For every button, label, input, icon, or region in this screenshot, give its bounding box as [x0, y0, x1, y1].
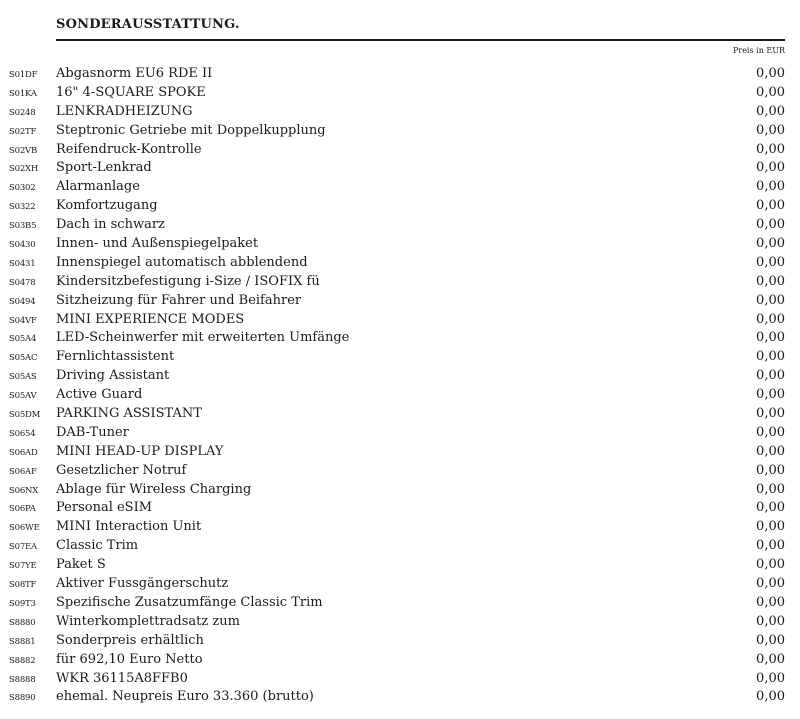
option-price: 0,00 [756, 632, 785, 648]
option-code: S0494 [9, 296, 36, 307]
option-description: Winterkomplettradsatz zum [56, 613, 240, 629]
equipment-row [0, 65, 800, 84]
option-price: 0,00 [756, 462, 785, 478]
equipment-row [0, 688, 800, 707]
option-description: PARKING ASSISTANT [56, 406, 202, 422]
option-price: 0,00 [756, 576, 785, 592]
option-code: S0430 [9, 240, 36, 251]
option-code: S05DM [9, 410, 41, 421]
option-description: LENKRADHEIZUNG [56, 103, 193, 119]
option-code: S0431 [9, 258, 36, 269]
option-description: Gesetzlicher Notruf [56, 462, 187, 478]
equipment-row [0, 424, 800, 443]
equipment-row [0, 670, 800, 689]
equipment-row [0, 311, 800, 330]
equipment-row [0, 292, 800, 311]
option-code: S8881 [9, 636, 36, 647]
option-price: 0,00 [756, 594, 785, 610]
equipment-row [0, 613, 800, 632]
option-price: 0,00 [756, 103, 785, 119]
equipment-row [0, 518, 800, 537]
option-price: 0,00 [756, 311, 785, 327]
option-price: 0,00 [756, 387, 785, 403]
option-price: 0,00 [756, 349, 785, 365]
equipment-row [0, 462, 800, 481]
option-description: Alarmanlage [56, 179, 140, 195]
option-description: Aktiver Fussgängerschutz [56, 576, 229, 592]
option-description: WKR 36115A8FFB0 [56, 670, 188, 686]
equipment-list [0, 65, 800, 707]
equipment-row [0, 386, 800, 405]
option-description: MINI Interaction Unit [56, 519, 202, 535]
option-price: 0,00 [756, 368, 785, 384]
equipment-row [0, 594, 800, 613]
option-code: S8888 [9, 674, 36, 685]
option-code: S06PA [9, 504, 36, 515]
option-description: Paket S [56, 557, 106, 573]
option-code: S05AV [9, 391, 37, 402]
equipment-row [0, 122, 800, 141]
equipment-row [0, 235, 800, 254]
option-price: 0,00 [756, 236, 785, 252]
option-code: S01DF [9, 70, 38, 80]
equipment-row [0, 575, 800, 594]
option-code: S03B5 [9, 221, 37, 232]
option-code: S07EA [9, 542, 37, 553]
option-code: S05A4 [9, 334, 37, 345]
equipment-row [0, 537, 800, 556]
option-price: 0,00 [756, 424, 785, 440]
option-code: S08TF [9, 580, 37, 591]
option-code: S07YE [9, 561, 37, 572]
option-description: Innen- und Außenspiegelpaket [56, 236, 259, 252]
equipment-row [0, 254, 800, 273]
option-code: S8882 [9, 655, 36, 666]
option-description: Kindersitzbefestigung i-Size / ISOFIX fü [56, 273, 320, 289]
option-price: 0,00 [756, 330, 785, 346]
option-code: S06AF [9, 466, 37, 477]
option-code: S04VF [9, 315, 37, 326]
option-description: Innenspiegel automatisch abblendend [56, 254, 308, 270]
equipment-row [0, 405, 800, 424]
option-price: 0,00 [756, 66, 785, 81]
option-description: Spezifische Zusatzumfänge Classic Trim [56, 594, 323, 610]
option-code: S02XH [9, 164, 39, 175]
equipment-row [0, 556, 800, 575]
option-description: Sport-Lenkrad [56, 160, 152, 176]
option-description: Classic Trim [56, 538, 139, 554]
option-price: 0,00 [756, 443, 785, 459]
option-description: Ablage für Wireless Charging [56, 481, 252, 497]
option-price: 0,00 [756, 160, 785, 176]
equipment-row [0, 443, 800, 462]
equipment-row [0, 367, 800, 386]
option-description: ehemal. Neupreis Euro 33.360 (brutto) [56, 689, 314, 705]
option-price: 0,00 [756, 141, 785, 157]
option-code: S02TF [9, 126, 37, 137]
option-description: 16" 4-SQUARE SPOKE [56, 84, 206, 100]
option-description: MINI EXPERIENCE MODES [56, 311, 245, 327]
option-price: 0,00 [756, 217, 785, 233]
option-price: 0,00 [756, 406, 785, 422]
option-code: S0322 [9, 202, 36, 213]
option-code: S06WE [9, 523, 40, 534]
equipment-row [0, 632, 800, 651]
option-description: DAB-Tuner [56, 424, 129, 440]
equipment-row [0, 216, 800, 235]
option-description: LED-Scheinwerfer mit erweiterten Umfänge [56, 330, 350, 346]
option-code: S09T3 [9, 598, 36, 609]
equipment-row [0, 651, 800, 670]
option-code: S06NX [9, 485, 39, 496]
price-column-header: Preis in EUR [732, 46, 785, 55]
equipment-row [0, 499, 800, 518]
option-description: Driving Assistant [56, 368, 170, 384]
option-price: 0,00 [756, 613, 785, 629]
option-price: 0,00 [756, 557, 785, 573]
option-description: Komfortzugang [56, 198, 158, 214]
equipment-row [0, 141, 800, 160]
equipment-row [0, 197, 800, 216]
option-code: S05AS [9, 372, 37, 383]
option-price: 0,00 [756, 538, 785, 554]
option-description: Active Guard [56, 387, 143, 403]
option-description: Dach in schwarz [56, 217, 165, 233]
option-description: Personal eSIM [56, 500, 153, 516]
option-price: 0,00 [756, 481, 785, 497]
equipment-row [0, 103, 800, 122]
option-price: 0,00 [756, 651, 785, 667]
option-code: S0248 [9, 107, 36, 118]
equipment-row [0, 481, 800, 500]
option-price: 0,00 [756, 519, 785, 535]
option-description: Reifendruck-Kontrolle [56, 141, 202, 157]
title-divider [56, 39, 785, 41]
option-description: Sitzheizung für Fahrer und Beifahrer [56, 292, 302, 308]
option-description: für 692,10 Euro Netto [56, 651, 203, 667]
equipment-row [0, 329, 800, 348]
option-price: 0,00 [756, 254, 785, 270]
option-code: S8890 [9, 693, 36, 704]
equipment-row [0, 178, 800, 197]
option-code: S0478 [9, 277, 36, 288]
option-description: Steptronic Getriebe mit Doppelkupplung [56, 122, 326, 138]
option-price: 0,00 [756, 198, 785, 214]
option-price: 0,00 [756, 500, 785, 516]
option-code: S8880 [9, 617, 36, 628]
option-price: 0,00 [756, 179, 785, 195]
option-description: Sonderpreis erhältlich [56, 632, 204, 648]
option-price: 0,00 [756, 292, 785, 308]
section-title: SONDERAUSSTATTUNG. [56, 17, 240, 32]
option-price: 0,00 [756, 689, 785, 705]
equipment-row [0, 348, 800, 367]
equipment-row [0, 84, 800, 103]
option-description: Fernlichtassistent [56, 349, 175, 365]
option-price: 0,00 [756, 122, 785, 138]
option-code: S0654 [9, 428, 36, 439]
option-price: 0,00 [756, 273, 785, 289]
option-price: 0,00 [756, 84, 785, 100]
equipment-row [0, 159, 800, 178]
equipment-row [0, 273, 800, 292]
option-code: S06AD [9, 447, 38, 458]
option-code: S02VB [9, 145, 38, 156]
option-code: S0302 [9, 183, 36, 194]
option-price: 0,00 [756, 670, 785, 686]
option-description: MINI HEAD-UP DISPLAY [56, 443, 224, 459]
option-description: Abgasnorm EU6 RDE II [56, 66, 213, 81]
option-code: S01KA [9, 88, 37, 99]
option-code: S05AC [9, 353, 38, 364]
